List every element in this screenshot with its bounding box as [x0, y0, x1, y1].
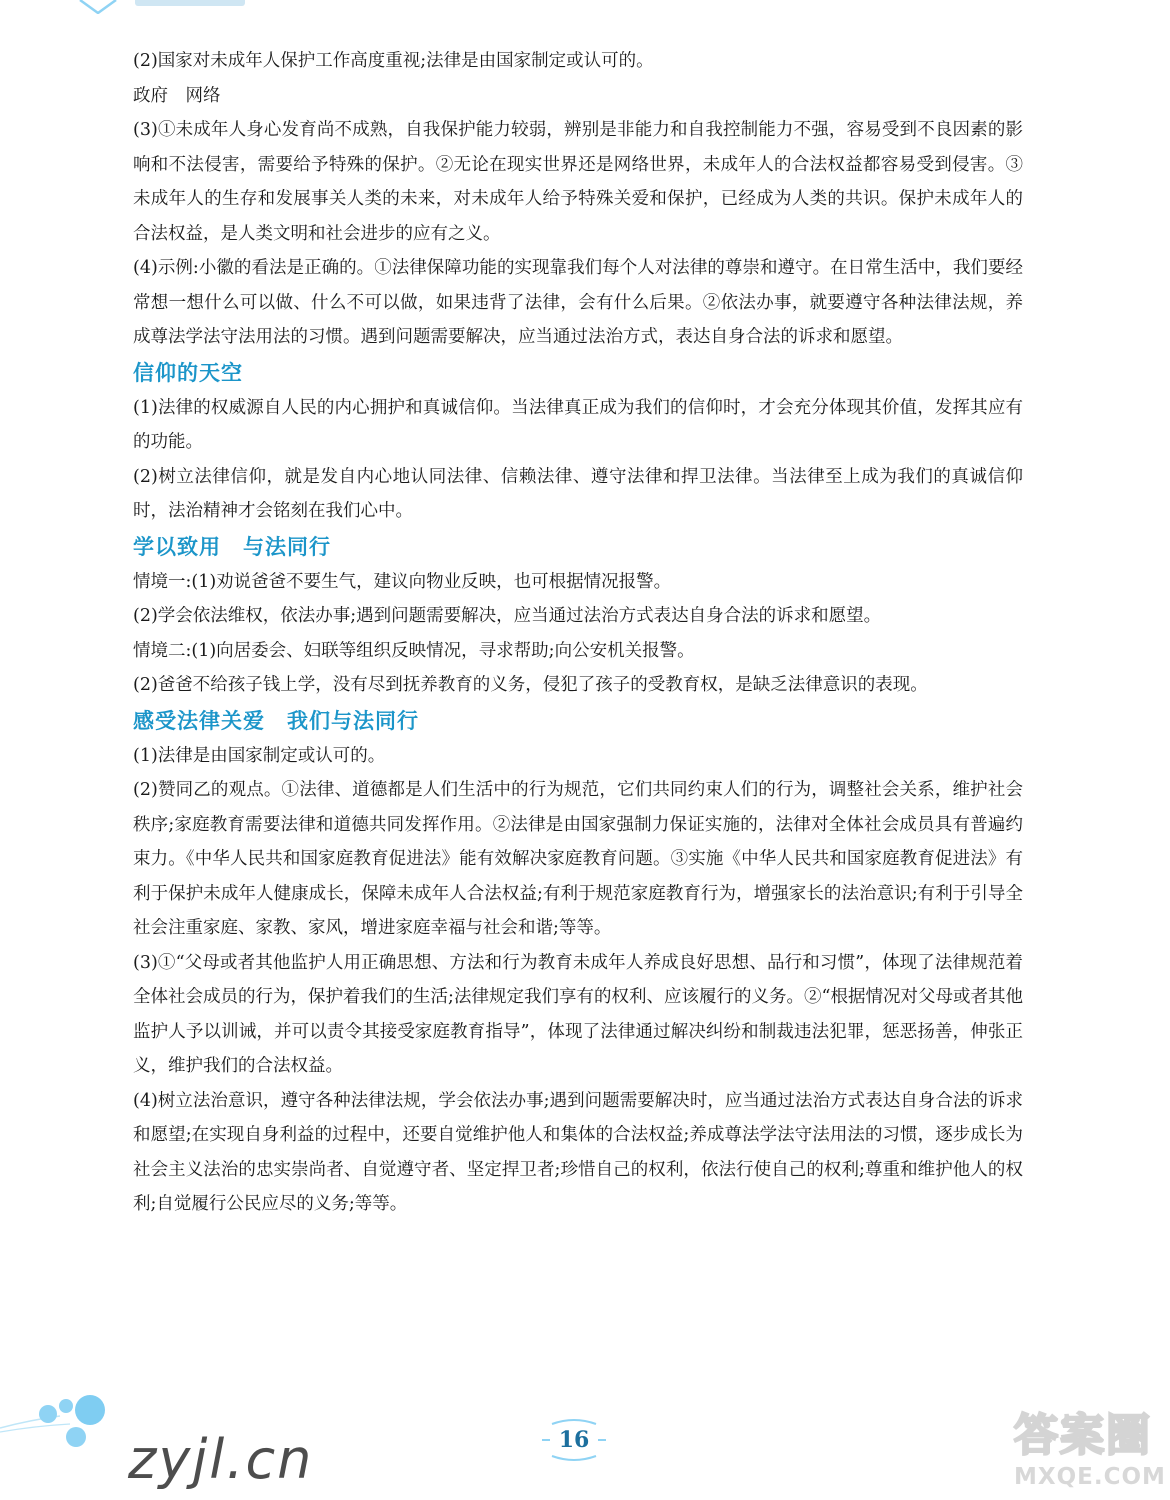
paragraph: 情境一:(1)劝说爸爸不要生气，建议向物业反映，也可根据情况报警。 — [133, 571, 672, 592]
header-decoration — [135, 0, 245, 6]
paragraph: (4)树立法治意识，遵守各种法律法规，学会依法办事;遇到问题需要解决时，应当通过法治方式表达自身合法的诉求和愿望;在实现自身利益的过程中，还要自觉维护他人和集体的合法权益;养成尊法学法守法用法的习惯，逐步成长为社会主义法治的忠实崇尚者、自觉遵守者、坚定捍卫者;珍惜自己的权利，依法行使自己的权利;尊重和维护他人的权利;自觉履行公民应尽的义务;等等。 — [133, 1090, 1023, 1214]
paragraph: (2)学会依法维权，依法办事;遇到问题需要解决，应当通过法治方式表达自身合法的诉求和愿望。 — [133, 606, 882, 626]
paragraph: (2)国家对未成年人保护工作高度重视;法律是由国家制定或认可的。 — [133, 51, 654, 71]
page-number: 16 — [558, 1427, 590, 1453]
section-title-law-care: 感受法律关爱 我们与法同行 — [133, 708, 419, 733]
section-title-faith: 信仰的天空 — [133, 360, 243, 385]
paragraph: (2)树立法律信仰，就是发自内心地认同法律、信赖法律、遵守法律和捍卫法律。当法律至上成为我们的真诚信仰时，法治精神才会铭刻在我们心中。 — [133, 466, 1023, 521]
paragraph: (2)赞同乙的观点。①法律、道德都是人们生活中的行为规范，它们共同约束人们的行为，调整社会关系，维护社会秩序;家庭教育需要法律和道德共同发挥作用。②法律是由国家强制力保证实施的，法律对全体社会成员具有普遍约束力。《中华人民共和国家庭教育促进法》能有效解决家庭教育问题。③实施《中华人民共和国家庭教育促进法》有利于保护未成年人健康成长，保障未成年人合法权益;有利于规范家庭教育行为，增强家长的法治意识;有利于引导全社会注重家庭、家教、家风，增进家庭幸福与社会和谐;等等。 — [133, 780, 1023, 938]
paragraph: (3)①未成年人身心发育尚不成熟，自我保护能力较弱，辨别是非能力和自我控制能力不强，容易受到不良因素的影响和不法侵害，需要给予特殊的保护。②无论在现实世界还是网络世界，未成年人的合法权益都容易受到侵害。③未成年人的生存和发展事关人类的未来，对未成年人给予特殊关爱和保护，已经成为人类的共识。保护未成年人的合法权益，是人类文明和社会进步的应有之义。 — [133, 120, 1023, 244]
svg-text:答案圈: 答案圈 — [1014, 1410, 1152, 1461]
watermark-zyjl: zyjl.cn — [128, 1428, 314, 1491]
paragraph: 政府 网络 — [133, 85, 221, 106]
paragraph: (1)法律是由国家制定或认可的。 — [133, 745, 386, 766]
paragraph: (4)示例:小徽的看法是正确的。①法律保障功能的实现靠我们每个人对法律的尊崇和遵守。在日常生活中，我们要经常想一想什么可以做、什么不可以做，如果违背了法律，会有什么后果。②依法办事，就要遵守各种法律法规，养成尊法学法守法用法的习惯。遇到问题需要解决，应当通过法治方式，表达自身合法的诉求和愿望。 — [133, 258, 1023, 347]
paragraph: (3)①“父母或者其他监护人用正确思想、方法和行为教育未成年人养成良好思想、品行和习惯”，体现了法律规范着全体社会成员的行为，保护着我们的生活;法律规定我们享有的权利、应该履行的义务。②“根据情况对父母或者其他监护人予以训诫，并可以责令其接受家庭教育指导”，体现了法律通过解决纠纷和制裁违法犯罪，惩恶扬善，伸张正义，维护我们的合法权益。 — [133, 952, 1023, 1076]
paragraph: (2)爸爸不给孩子钱上学，没有尽到抚养教育的义务，侵犯了孩子的受教育权，是缺乏法律意识的表现。 — [133, 675, 928, 695]
paragraph: (1)法律的权威源自人民的内心拥护和真诚信仰。当法律真正成为我们的信仰时，才会充分体现其价值，发挥其应有的功能。 — [133, 397, 1023, 452]
bubble-decoration-icon — [0, 1390, 130, 1460]
watermark-logo-icon — [1012, 1402, 1162, 1462]
page-number-badge — [538, 1418, 610, 1462]
watermark-url: MXQE.COM — [1014, 1464, 1166, 1490]
answer-content — [133, 44, 1023, 1222]
paragraph: 情境二:(1)向居委会、妇联等组织反映情况，寻求帮助;向公安机关报警。 — [133, 640, 695, 661]
section-title-apply: 学以致用 与法同行 — [133, 534, 331, 559]
corner-chevron-icon — [70, 0, 130, 14]
